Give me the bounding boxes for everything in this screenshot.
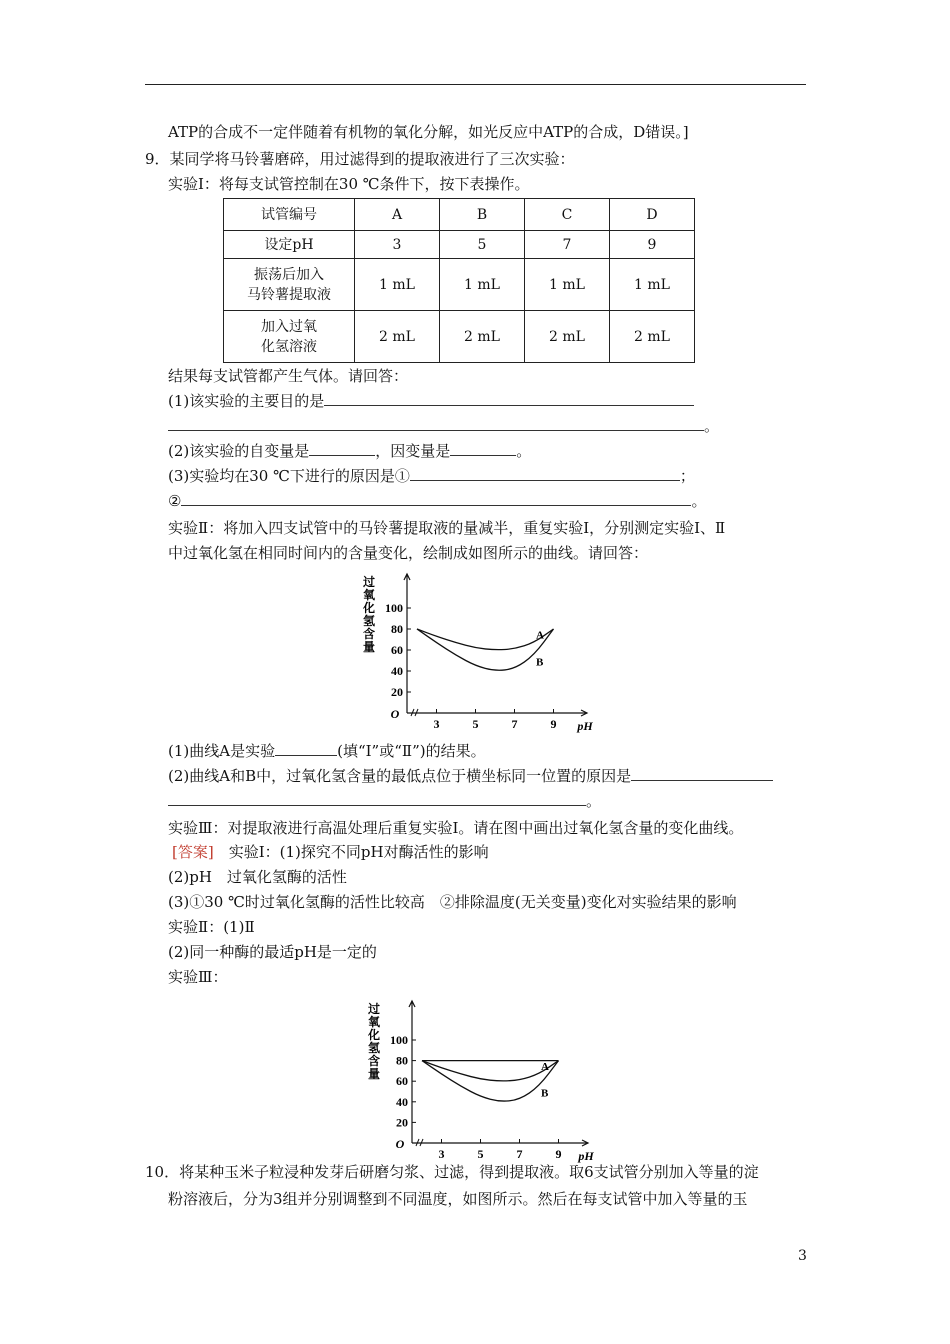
- row-label-line1: 加入过氧: [261, 318, 317, 335]
- period: 。: [691, 492, 707, 510]
- question-1: [168, 391, 694, 411]
- exp2-question-2: [168, 766, 773, 786]
- y-axis-label-char: 过: [362, 575, 376, 589]
- exp2-q1-text-b: (填“Ⅰ”或“Ⅱ”)的结果。: [337, 742, 486, 760]
- question-1-cont: [168, 416, 719, 436]
- y-axis-label-char: 化: [367, 1028, 381, 1042]
- table-header-row: [224, 199, 695, 231]
- table-header-cell: C: [525, 199, 610, 231]
- y-tick-label: 20: [391, 685, 403, 699]
- exp1-intro: 实验Ⅰ：将每支试管控制在30 ℃条件下，按下表操作。: [168, 175, 530, 193]
- table-row: [224, 311, 695, 363]
- y-tick-label: 100: [385, 601, 403, 615]
- table-cell: 2 mL: [440, 311, 525, 363]
- result-text: 结果每支试管都产生气体。请回答：: [168, 367, 409, 385]
- table-cell: 7: [525, 231, 610, 259]
- series-label-A: A: [536, 629, 544, 642]
- header-rule: [145, 84, 806, 85]
- y-tick-label: 100: [390, 1033, 408, 1047]
- exp2-text-1: 实验Ⅱ：将加入四支试管中的马铃薯提取液的量减半，重复实验Ⅰ，分别测定实验Ⅰ、Ⅱ: [168, 519, 726, 537]
- table-cell: 1 mL: [525, 259, 610, 311]
- x-tick-label: 9: [550, 717, 557, 731]
- row-label-line2: 马铃薯提取液: [247, 286, 331, 303]
- x-tick-label: 7: [516, 1147, 523, 1161]
- table-header-cell: D: [610, 199, 695, 231]
- series-line-B: [417, 629, 554, 670]
- q8-tail-text: ATP的合成不一定伴随着有机物的氧化分解，如光反应中ATP的合成，D错误。]: [168, 123, 689, 141]
- series-line-A: [417, 629, 554, 650]
- x-tick-label: 3: [438, 1147, 445, 1161]
- question-1-text: (1)该实验的主要目的是: [168, 392, 325, 410]
- table-cell: 1 mL: [355, 259, 440, 311]
- exp2-question-1: [168, 741, 486, 761]
- answer-6: 实验Ⅲ：: [168, 968, 228, 986]
- answer-tag: [答案]: [172, 843, 214, 861]
- y-axis-label-char: 化: [362, 601, 376, 615]
- period: 。: [704, 417, 720, 435]
- y-axis-label-char: 氧: [367, 1015, 381, 1029]
- exp2-q2-text: (2)曲线A和B中，过氧化氢含量的最低点位于横坐标同一位置的原因是: [168, 767, 632, 785]
- answer-blank[interactable]: [275, 741, 337, 756]
- y-axis-label-char: 含: [362, 627, 376, 641]
- series-line-B: [422, 1061, 559, 1101]
- exp3-text: 实验Ⅲ：对提取液进行高温处理后重复实验Ⅰ。请在图中画出过氧化氢含量的变化曲线。: [168, 819, 744, 837]
- answer-3: (3)①30 ℃时过氧化氢酶的活性比较高 ②排除温度(无关变量)变化对实验结果的影响: [168, 893, 737, 911]
- y-tick-label: 80: [391, 622, 403, 636]
- table-cell: 1 mL: [610, 259, 695, 311]
- question-2: [168, 441, 531, 461]
- answer-blank[interactable]: [450, 441, 516, 456]
- table-cell: 2 mL: [355, 311, 440, 363]
- period: 。: [516, 442, 532, 460]
- series-label-B: B: [541, 1087, 549, 1100]
- answer-2: (2)pH 过氧化氢酶的活性: [168, 868, 347, 886]
- question-3-part2: [168, 491, 706, 511]
- answer-4: 实验Ⅱ：(1)Ⅱ: [168, 918, 255, 936]
- q10-text-2: 粉溶液后，分为3组并分别调整到不同温度，如图所示。然后在每支试管中加入等量的玉: [168, 1190, 748, 1208]
- y-axis-label-char: 量: [367, 1067, 381, 1081]
- table-cell: 9: [610, 231, 695, 259]
- question-3-text-b: ②: [168, 492, 182, 510]
- answer-blank[interactable]: [410, 466, 680, 481]
- answer-blank[interactable]: [168, 791, 586, 806]
- question-2-text-a: (2)该实验的自变量是: [168, 442, 310, 460]
- row-label-line1: 振荡后加入: [254, 266, 324, 283]
- period: 。: [586, 792, 602, 810]
- answer-blank[interactable]: [181, 491, 691, 506]
- question-3: [168, 466, 695, 486]
- table-cell: 1 mL: [440, 259, 525, 311]
- x-tick-label: 5: [477, 1147, 484, 1161]
- answer-blank[interactable]: [631, 766, 773, 781]
- x-axis-label: pH: [577, 719, 593, 733]
- answer-blank[interactable]: [324, 391, 694, 406]
- series-label-A: A: [541, 1060, 549, 1073]
- y-axis-label-char: 过: [367, 1002, 381, 1016]
- row-label: [224, 259, 355, 311]
- x-tick-label: 9: [555, 1147, 562, 1161]
- table-header-cell: 试管编号: [224, 199, 355, 231]
- page-number: 3: [798, 1248, 807, 1264]
- x-tick-label: 5: [472, 717, 479, 731]
- y-axis-label-char: 量: [362, 640, 376, 654]
- answer-1: [172, 842, 489, 862]
- y-tick-label: 60: [396, 1074, 408, 1089]
- experiment-table: [223, 198, 695, 363]
- y-axis-label-char: 氢: [362, 614, 376, 628]
- answer-blank[interactable]: [168, 416, 704, 431]
- table-cell: 5: [440, 231, 525, 259]
- question-3-text: (3)实验均在30 ℃下进行的原因是①: [168, 467, 410, 485]
- exp2-text-2: 中过氧化氢在相同时间内的含量变化，绘制成如图所示的曲线。请回答：: [168, 544, 649, 562]
- table-row: [224, 231, 695, 259]
- table-cell: 2 mL: [525, 311, 610, 363]
- series-line-A: [422, 1061, 559, 1081]
- chart-1: [355, 568, 595, 733]
- y-axis-label-char: 含: [367, 1054, 381, 1068]
- chart-2: [360, 993, 600, 1163]
- answer-blank[interactable]: [309, 441, 375, 456]
- y-tick-label: 80: [396, 1053, 408, 1068]
- semicolon: ；: [679, 467, 695, 485]
- x-tick-label: 3: [433, 717, 440, 731]
- row-label: [224, 311, 355, 363]
- exp2-q1-text-a: (1)曲线A是实验: [168, 742, 276, 760]
- y-tick-label: 40: [391, 664, 403, 678]
- x-tick-label: 7: [511, 717, 518, 731]
- origin-label: O: [390, 707, 400, 721]
- row-label-line2: 化氢溶液: [261, 338, 317, 355]
- x-axis-label: pH: [578, 1149, 594, 1163]
- y-tick-label: 20: [396, 1115, 408, 1130]
- origin-label: O: [395, 1137, 405, 1151]
- table-cell: 3: [355, 231, 440, 259]
- question-2-text-b: ，因变量是: [375, 442, 451, 460]
- table-header-cell: A: [355, 199, 440, 231]
- row-label: 设定pH: [224, 231, 355, 259]
- table-header-cell: B: [440, 199, 525, 231]
- answer-5: (2)同一种酶的最适pH是一定的: [168, 943, 377, 961]
- y-tick-label: 40: [396, 1094, 408, 1109]
- table-cell: 2 mL: [610, 311, 695, 363]
- y-axis-label-char: 氧: [362, 588, 376, 602]
- y-axis-label-char: 氢: [367, 1041, 381, 1055]
- q10-text-1: 10．将某种玉米子粒浸种发芽后研磨匀浆、过滤，得到提取液。取6支试管分别加入等量的淀: [145, 1163, 759, 1181]
- series-label-B: B: [536, 656, 544, 669]
- q9-stem: 9．某同学将马铃薯磨碎，用过滤得到的提取液进行了三次实验：: [145, 150, 575, 168]
- table-row: [224, 259, 695, 311]
- answer-1-text: 实验Ⅰ：(1)探究不同pH对酶活性的影响: [228, 843, 489, 861]
- y-tick-label: 60: [391, 643, 403, 657]
- exp2-question-2-cont: [168, 791, 601, 811]
